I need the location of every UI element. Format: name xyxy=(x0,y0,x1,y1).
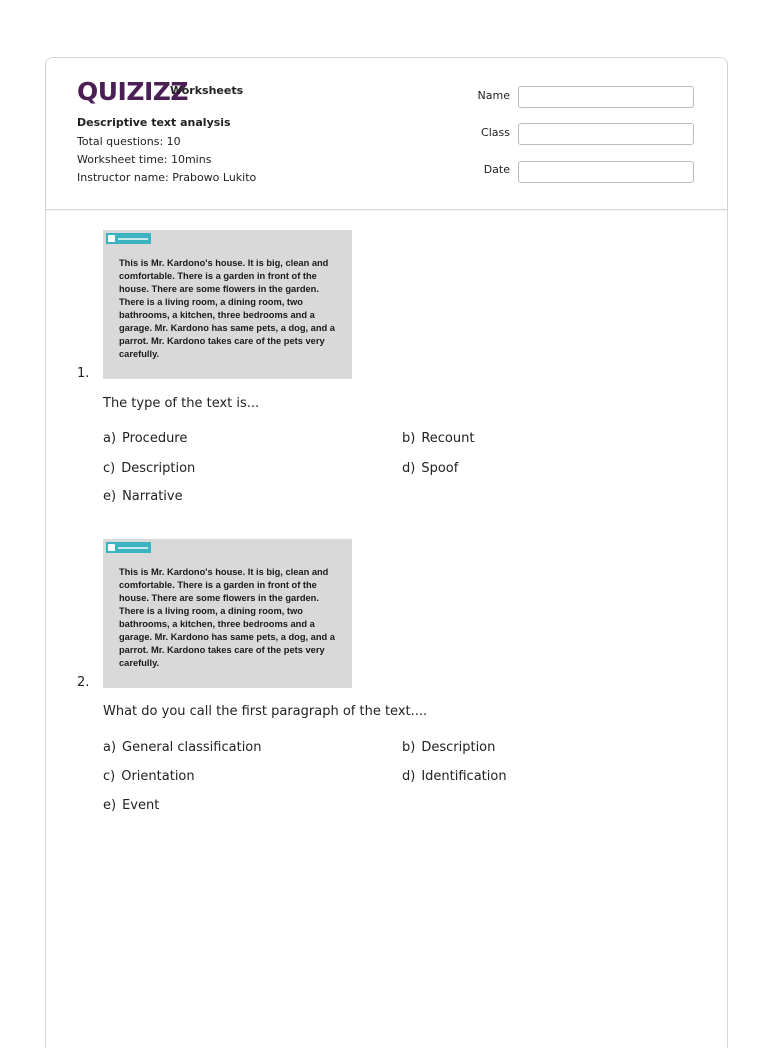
date-label: Date xyxy=(483,163,510,176)
worksheet-time: Worksheet time: 10mins xyxy=(77,153,212,166)
option-text: Description xyxy=(421,740,496,755)
option-text: Narrative xyxy=(122,489,183,504)
option-text: Description xyxy=(121,461,196,476)
question-text: What do you call the first paragraph of the text.... xyxy=(103,704,428,719)
option[interactable] xyxy=(103,489,183,504)
worksheet-page xyxy=(45,57,728,1048)
option-text: General classification xyxy=(122,740,262,755)
option-letter: a) xyxy=(103,431,117,446)
worksheet-header xyxy=(46,58,727,210)
option-letter: b) xyxy=(402,431,416,446)
option-text: Recount xyxy=(421,431,475,446)
passage-image xyxy=(103,230,352,379)
option-letter: c) xyxy=(103,769,116,784)
quizizz-logo: QUIZIZZ xyxy=(77,77,189,106)
source-badge-icon xyxy=(106,233,151,244)
option-letter: d) xyxy=(402,769,416,784)
option-letter: c) xyxy=(103,461,116,476)
option[interactable] xyxy=(402,461,458,476)
date-field[interactable] xyxy=(518,161,694,183)
option-letter: e) xyxy=(103,798,117,813)
option[interactable] xyxy=(402,431,474,446)
option[interactable] xyxy=(103,431,187,446)
question-number: 1. xyxy=(77,366,90,381)
name-field[interactable] xyxy=(518,86,694,108)
option-letter: a) xyxy=(103,740,117,755)
question-text: The type of the text is... xyxy=(103,396,260,411)
passage-text: This is Mr. Kardono's house. It is big, clean and comfortable. There is a garden in front of the house. There are some flowers in the garden. There is a living room, a dining room, two bathrooms, a kitchen, three bedrooms and a garage. Mr. Kardono has same pets, a dog, and a parrot. Mr. Kardono takes care of the pets very carefully. xyxy=(119,567,335,668)
total-questions: Total questions: 10 xyxy=(77,135,181,148)
option[interactable] xyxy=(402,740,495,755)
class-label: Class xyxy=(481,126,510,139)
option-text: Procedure xyxy=(122,431,188,446)
option[interactable] xyxy=(103,740,262,755)
worksheet-title: Descriptive text analysis xyxy=(77,116,231,129)
passage-image xyxy=(103,539,352,688)
class-field[interactable] xyxy=(518,123,694,145)
option-text: Identification xyxy=(421,769,507,784)
passage-text: This is Mr. Kardono's house. It is big, clean and comfortable. There is a garden in front of the house. There are some flowers in the garden. There is a living room, a dining room, two bathrooms, a kitchen, three bedrooms and a garage. Mr. Kardono has same pets, a dog, and a parrot. Mr. Kardono takes care of the pets very carefully. xyxy=(119,258,335,359)
option-text: Event xyxy=(122,798,160,813)
option-letter: e) xyxy=(103,489,117,504)
option-letter: d) xyxy=(402,461,416,476)
name-label: Name xyxy=(477,89,510,102)
option[interactable] xyxy=(103,769,195,784)
option[interactable] xyxy=(103,461,195,476)
option[interactable] xyxy=(103,798,159,813)
brand-subtitle: Worksheets xyxy=(170,84,244,97)
option-text: Spoof xyxy=(421,461,459,476)
source-badge-icon xyxy=(106,542,151,553)
question-number: 2. xyxy=(77,675,90,690)
option[interactable] xyxy=(402,769,507,784)
option-text: Orientation xyxy=(121,769,195,784)
instructor-name: Instructor name: Prabowo Lukito xyxy=(77,171,257,184)
option-letter: b) xyxy=(402,740,416,755)
